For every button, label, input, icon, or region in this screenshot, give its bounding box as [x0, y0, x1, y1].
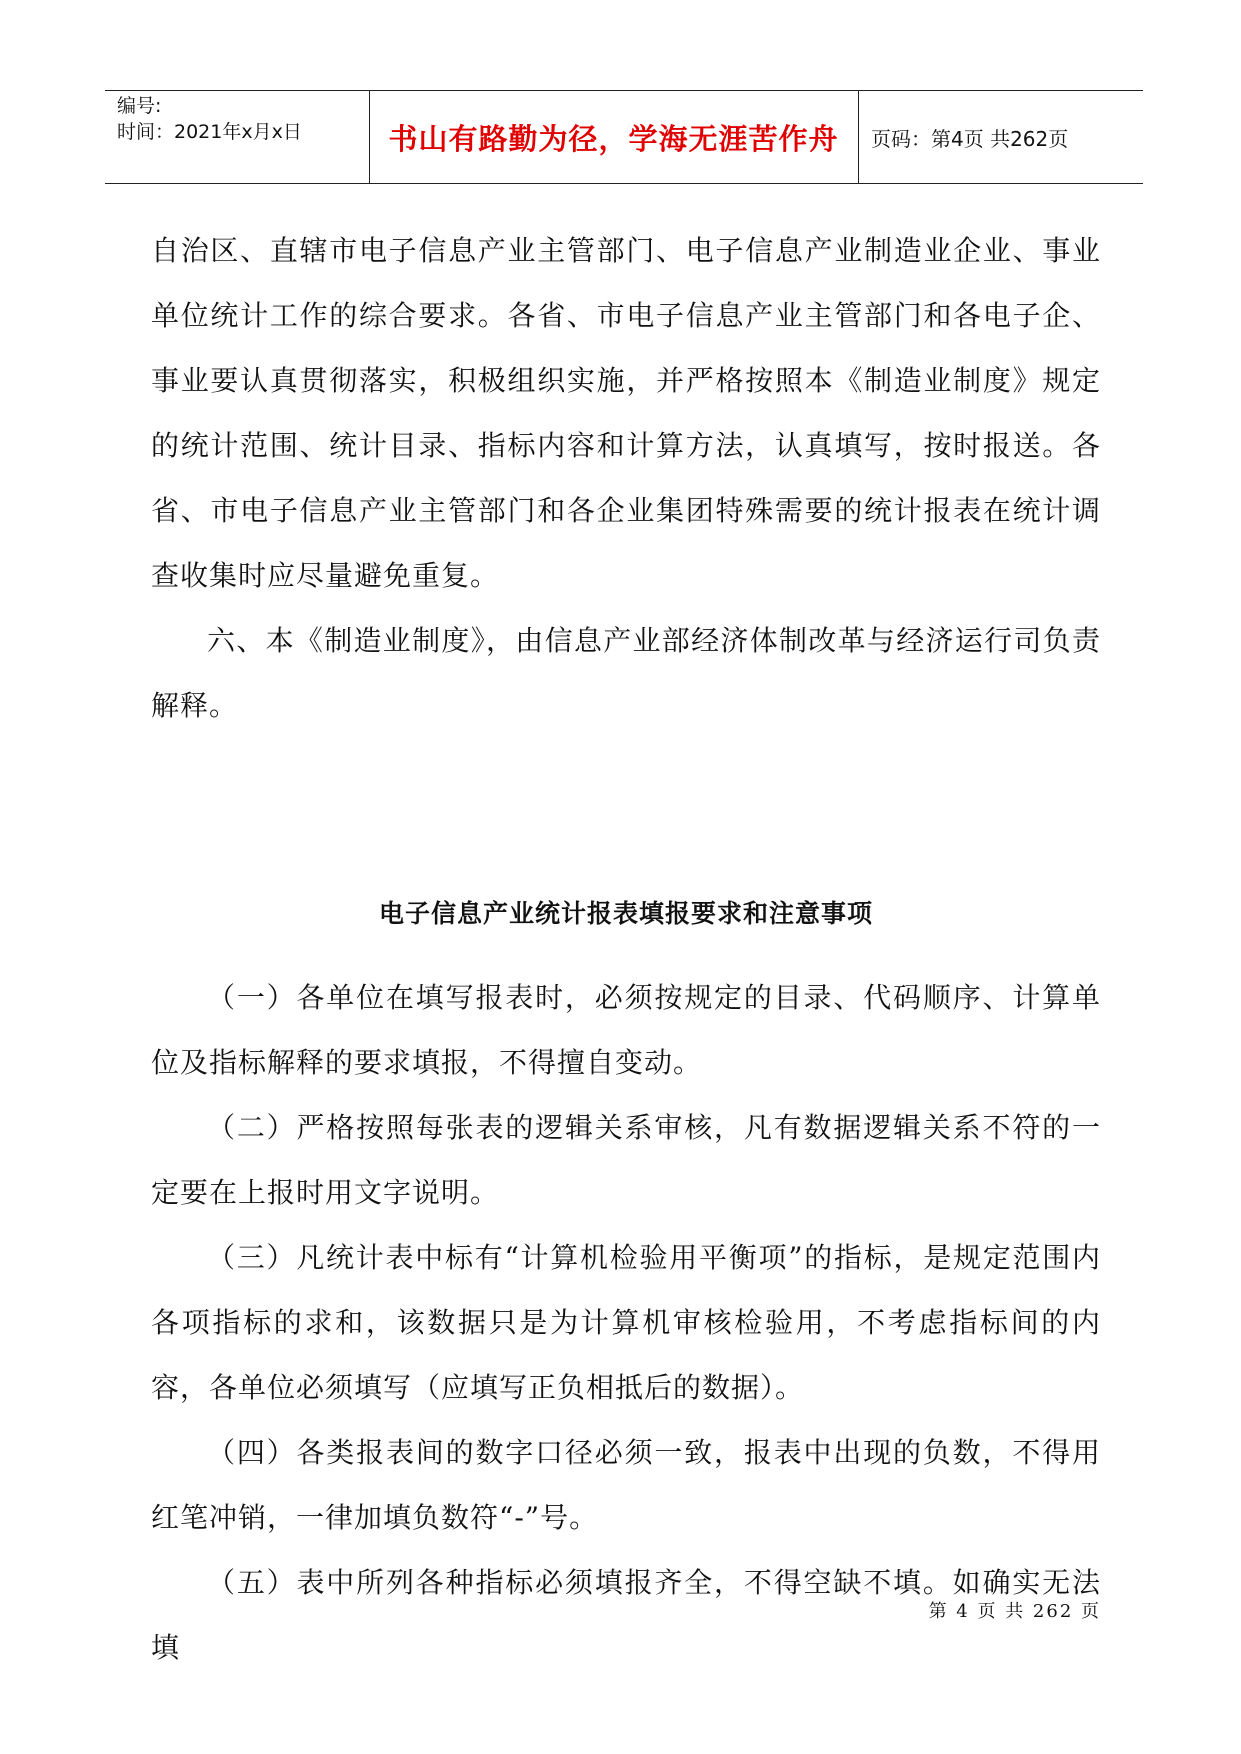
header-divider	[858, 91, 859, 183]
body-bottom	[151, 965, 1101, 1680]
document-number-label: 编号:	[117, 95, 162, 117]
page-header	[105, 90, 1143, 184]
paragraph: （三）凡统计表中标有“计算机检验用平衡项”的指标，是规定范围内各项指标的求和，该数据只是为计算机审核检验用，不考虑指标间的内容，各单位必须填写（应填写正负相抵后的数据）。	[151, 1241, 1101, 1404]
paragraph: 六、本《制造业制度》，由信息产业部经济体制改革与经济运行司负责解释。	[151, 624, 1101, 722]
body-top	[151, 218, 1101, 738]
paragraph: （五）表中所列各种指标必须填报齐全，不得空缺不填。如确实无法填	[151, 1566, 1101, 1664]
paragraph: 自治区、直辖市电子信息产业主管部门、电子信息产业制造业企业、事业单位统计工作的综合要求。各省、市电子信息产业主管部门和各电子企、事业要认真贯彻落实，积极组织实施，并严格按照本《制造业制度》规定的统计范围、统计目录、指标内容和计算方法，认真填写，按时报送。各省、市电子信息产业主管部门和各企业集团特殊需要的统计报表在统计调查收集时应尽量避免重复。	[151, 234, 1101, 592]
header-page-code: 页码：第4页 共262页	[871, 126, 1069, 151]
section-title: 电子信息产业统计报表填报要求和注意事项	[378, 899, 873, 928]
header-meta	[117, 93, 302, 145]
paragraph: （四）各类报表间的数字口径必须一致，报表中出现的负数，不得用红笔冲销，一律加填负数符“-”号。	[151, 1436, 1101, 1534]
header-motto: 书山有路勤为径，学海无涯苦作舟	[388, 121, 839, 156]
paragraph: （一）各单位在填写报表时，必须按规定的目录、代码顺序、计算单位及指标解释的要求填报，不得擅自变动。	[151, 981, 1101, 1079]
paragraph: （二）严格按照每张表的逻辑关系审核，凡有数据逻辑关系不符的一定要在上报时用文字说明。	[151, 1111, 1101, 1209]
page-footer: 第 4 页 共 262 页	[928, 1601, 1101, 1622]
document-time-label: 时间：2021年x月x日	[117, 121, 302, 143]
